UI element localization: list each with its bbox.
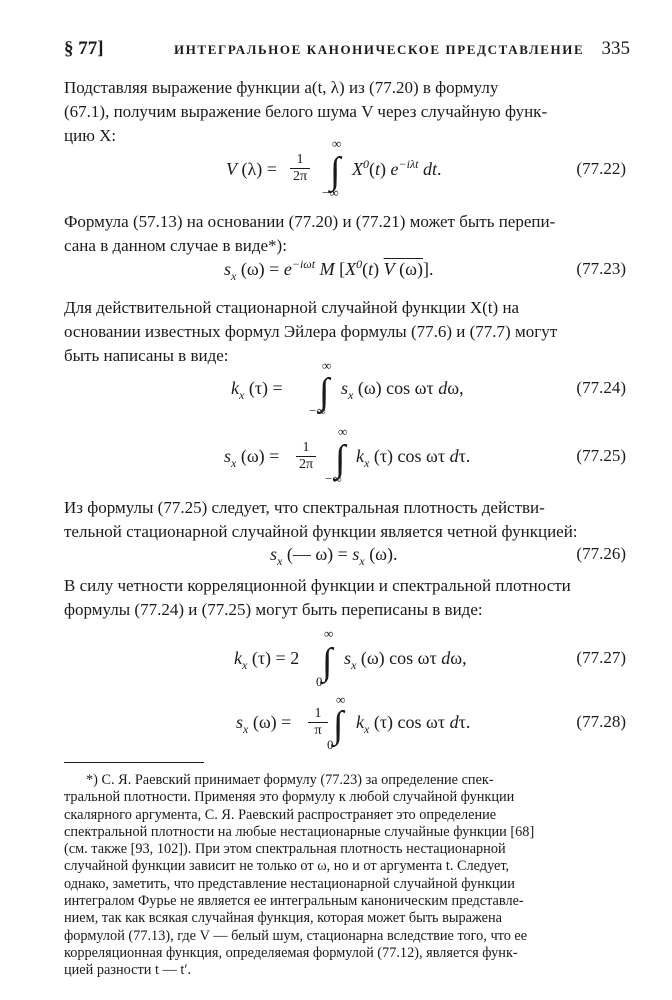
section-reference: § 77]	[64, 38, 104, 59]
paragraph-4: Из формулы (77.25) следует, что спектральная плотность действи- тельной стационарной случайной функции является четной функцией:	[64, 498, 578, 541]
header-title: ИНТЕГРАЛЬНОЕ КАНОНИЧЕСКОЕ ПРЕДСТАВЛЕНИЕ	[174, 42, 585, 57]
equation-number: (77.28)	[576, 712, 626, 731]
paragraph-3: Для действительной стационарной случайной функции X(t) на основании известных формул Эйлера формулы (77.6) и (77.7) могут быть написаны в виде:	[64, 298, 558, 365]
equation-77-26: $s_x$ (— $\omega) = s_x$ (ω). (77.26)	[270, 544, 626, 568]
running-header	[64, 38, 630, 64]
equation-number: (77.23)	[576, 259, 626, 278]
page-number: 335	[601, 38, 630, 59]
equation-number: (77.27)	[576, 648, 626, 667]
equation-number: (77.24)	[576, 378, 626, 397]
equation-77-23: $s_x$ $(\omega) = e^{-i\omega t}$ M [$X^0(t)$ V (ω)]. (77.23)	[224, 257, 626, 283]
footnote-separator	[64, 762, 204, 763]
equation-77-27: $k_x$ (τ) = 2 ∞ ∫ 0 $s_x$ (ω) cos ωτ dω, (77.27)	[234, 626, 626, 689]
equation-number: (77.25)	[576, 446, 626, 465]
equation-number: (77.22)	[576, 159, 626, 178]
equation-77-22: V (λ) = $\frac{1}{2\pi}$ ∞ ∫ −∞ $X^0(t)$ $e^{-i\lambda t}$ dt. (77.22)	[226, 136, 626, 200]
footnote: *) С. Я. Раевский принимает формулу (77.23) за определение спек- тральной плотности. Применяя это формулу к любой случайной функции скалярного аргумента, С. Я. Раевский распространяет это определение спектральной плотности на любые нестационарные случайные функции [68] (см. также [93, 102]). При этом спектральная плотность нестационарной случайной функции зависит не только от ω, но и от аргумента t. Следует, однако, заметить, что представление нестационарной случайной функции интегралом Фурье не является ее интегральным каноническим представле- нием, так как всякая случайная функция, которая может быть выражена формулой (77.13), где V — белый шум, стационарна вследствие того, что ее корреляционная функция, определяемая формулой (77.12), является функ- цией разности t — t′.	[64, 772, 535, 979]
equation-77-28: $s_x$ (ω) = $\frac{1}{\pi}$ ∞ ∫ 0 $k_x$ (τ) cos ωτ dτ. (77.28)	[236, 692, 626, 752]
equation-77-25: $s_x$ (ω) = $\frac{1}{2\pi}$ ∞ ∫ −∞ $k_x$ (τ) cos ωτ dτ. (77.25)	[224, 424, 626, 486]
equation-77-24: $k_x$ (τ) = ∞ ∫ −∞ $s_x$ (ω) cos ωτ dω, (77.24)	[231, 358, 626, 418]
paragraph-2: Формула (57.13) на основании (77.20) и (77.21) может быть перепи- сана в данном случае в виде*):	[64, 212, 556, 255]
paragraph-1: Подставляя выражение функции a(t, λ) из (77.20) в формулу (67.1), получим выражение белого шума V через случайную функ- цию X:	[64, 78, 548, 145]
equation-number: (77.26)	[576, 544, 626, 563]
paragraph-5: В силу четности корреляционной функции и спектральной плотности формулы (77.24) и (77.25) могут быть переписаны в виде:	[64, 576, 571, 619]
